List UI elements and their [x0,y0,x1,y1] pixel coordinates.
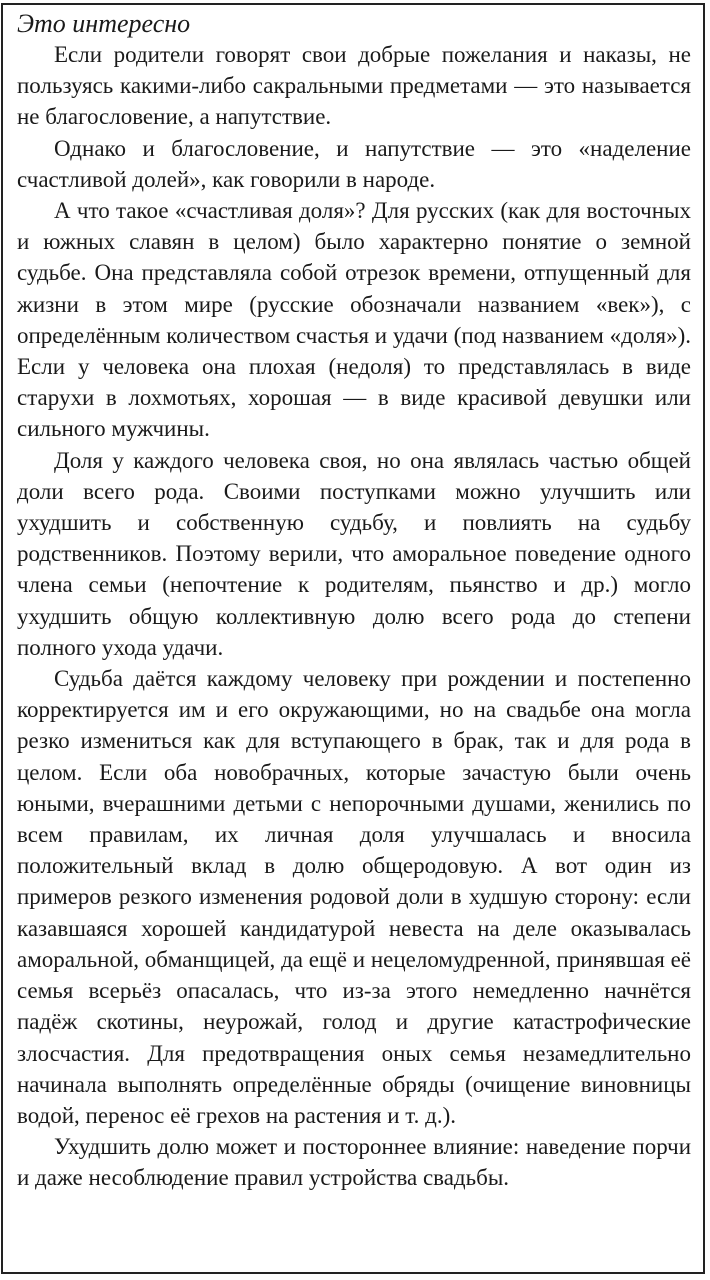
paragraph-4: Доля у каждого человека своя, но она являлась частью общей доли всего рода. Своими поступками можно улучшить или ухудшить и собственную судьбу, и повлиять на судьбу родственников. Поэтому верили, что аморальное поведение одного члена семьи (непочтение к родителям, пьянство и др.) могло ухудшить общую коллективную долю всего рода до степени полного ухода удачи. [17,447,691,660]
paragraph-2: Однако и благословение, и напутствие — это «наделение счастливой долей», как говорили в народе. [17,135,691,192]
paragraph-1: Если родители говорят свои добрые пожелания и наказы, не пользуясь какими-либо сакральными предметами — это называется не благословение, а напутствие. [17,42,691,130]
paragraph-6: Ухудшить долю может и постороннее влияние: наведение порчи и даже несоблюдение правил устройства свадьбы. [17,1134,691,1191]
box-title: Это интересно [17,9,191,38]
sidebar-box [1,3,705,1274]
paragraph-3: А что такое «счастливая доля»? Для русских (как для восточных и южных славян в целом) было характерно понятие о земной судьбе. Она представляла собой отрезок времени, отпущенный для жизни в этом мире (русские обозначали названием «век»), с определённым количеством счастья и удачи (под названием «доля»). Если у человека она плохая (недоля) то представлялась в виде старухи в лохмотьях, хорошая — в виде красивой девушки или сильного мужчины. [17,198,691,442]
paragraph-5: Судьба даётся каждому человеку при рождении и постепенно корректируется им и его окружающими, но на свадьбе она могла резко измениться как для вступающего в брак, так и для рода в целом. Если оба новобрачных, которые зачастую были очень юными, вчерашними детьми с непорочными душами, женились по всем правилам, их личная доля улучшалась и вносила положительный вклад в долю общеродовую. А вот один из примеров резкого изменения родовой доли в худшую сторону: если казавшаяся хорошей кандидатурой невеста на деле оказывалась аморальной, обманщицей, да ещё и нецеломудренной, принявшая её семья всерьёз опасалась, что из-за этого немедленно начнётся падёж скотины, неурожай, голод и другие катастрофические злосчастия. Для предотвращения оных семья незамедлительно начинала выполнять определённые обряды (очищение виновницы водой, перенос её грехов на растения и т. д.). [17,666,691,1128]
